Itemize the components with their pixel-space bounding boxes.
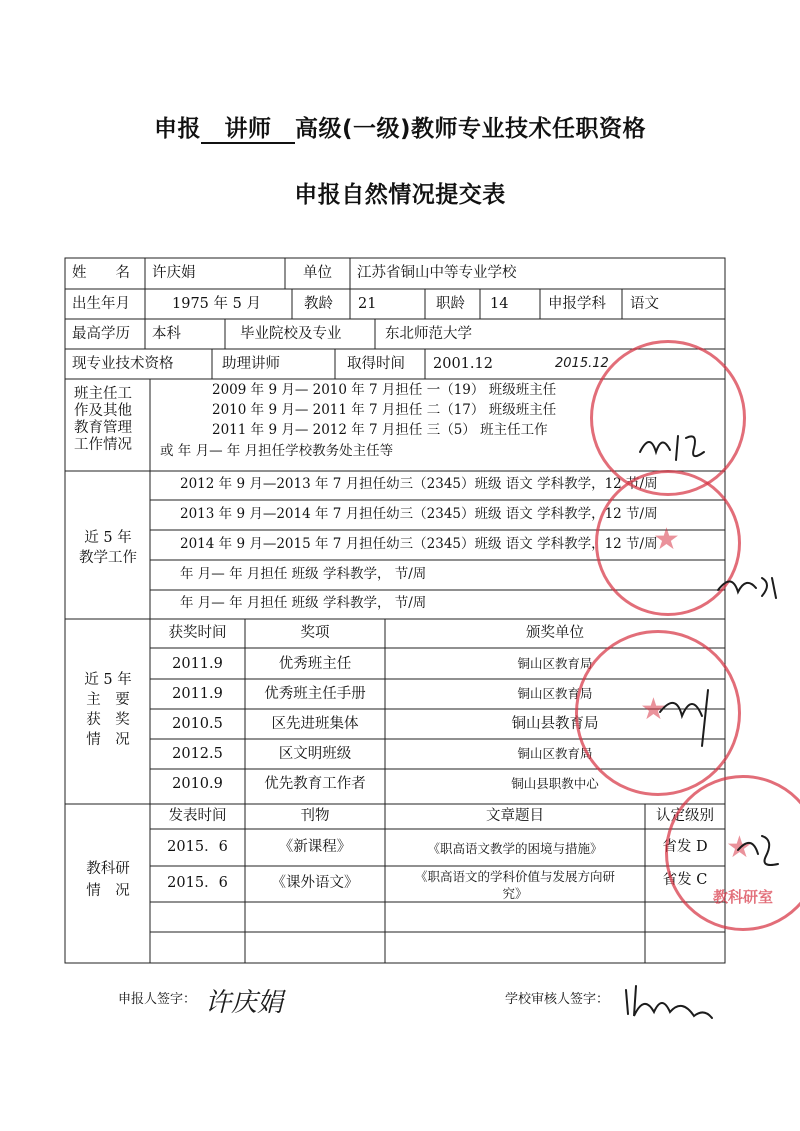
unit-value: 江苏省铜山中等专业学校 (357, 265, 517, 281)
head-teacher-label: 班主任工 作及其他 教育管理 工作情况 (74, 386, 132, 453)
form-title-line2: 申报自然情况提交表 (294, 182, 506, 208)
title-fill-blank: 讲师 (201, 117, 295, 144)
applicant-signature: 许庆娟 (205, 988, 284, 1018)
subject-value: 语文 (630, 296, 659, 312)
job-age-value: 14 (490, 296, 509, 312)
award-name: 优秀班主任手册 (264, 686, 366, 702)
research-label: 教科研 情 况 (86, 861, 130, 899)
head-teacher-line: 或 年 月— 年 月担任学校教务处主任等 (160, 443, 394, 459)
form-title-line1: 申报 讲师 高级(一级)教师专业技术任职资格 (0, 110, 800, 144)
seal-star-icon: ★ (653, 522, 680, 557)
qualification-label: 现专业技术资格 (72, 356, 174, 372)
award-name: 优秀班主任 (278, 656, 352, 672)
teaching-label: 近 5 年 教学工作 (79, 530, 137, 566)
award-name: 区文明班级 (278, 746, 352, 762)
research-level: 省发 C (662, 872, 708, 888)
reviewer-signature-label: 学校审核人签字： (505, 992, 610, 1007)
name-label: 姓 名 (72, 265, 130, 281)
teach-age-value: 21 (358, 296, 377, 312)
seal-star-icon: ★ (640, 692, 667, 727)
research-title: 《职高语文教学的困境与措施》 (427, 841, 603, 856)
head-teacher-line: 2009 年 9 月— 2010 年 7 月担任 一（19） 班级班主任 (212, 382, 557, 398)
qualification-value: 助理讲师 (222, 356, 280, 372)
school-value: 东北师范大学 (385, 326, 472, 342)
birth-label: 出生年月 (72, 296, 130, 312)
award-name: 优先教育工作者 (264, 776, 366, 792)
qualification-time-value: 2001.12 (433, 356, 493, 372)
award-org: 铜山区教育局 (517, 656, 593, 671)
award-time: 2010.9 (172, 776, 223, 792)
seal-star-icon: ★ (726, 830, 753, 865)
qualification-handwritten-note: 2015.12 (555, 356, 609, 371)
award-org: 铜山县教育局 (511, 716, 599, 732)
award-org: 铜山区教育局 (517, 686, 593, 701)
award-org: 铜山区教育局 (517, 746, 593, 761)
teaching-row: 2013 年 9 月—2014 年 7 月担任幼三（2345）班级 语文 学科教学，12 节/周 (180, 506, 658, 522)
school-label: 毕业院校及专业 (240, 326, 342, 342)
research-header-time: 发表时间 (168, 808, 227, 824)
research-level: 省发 D (662, 839, 708, 855)
award-time: 2011.9 (172, 686, 223, 702)
research-header-title: 文章题目 (486, 808, 544, 824)
teaching-row: 年 月— 年 月担任 班级 学科教学， 节/周 (180, 595, 427, 611)
award-time: 2010.5 (172, 716, 223, 732)
awards-header-name: 奖项 (300, 625, 330, 641)
award-time: 2012.5 (172, 746, 223, 762)
head-teacher-line: 2010 年 9 月— 2011 年 7 月担任 二（17） 班级班主任 (212, 402, 557, 418)
edu-label: 最高学历 (72, 326, 130, 342)
unit-label: 单位 (303, 265, 332, 281)
award-time: 2011.9 (172, 656, 223, 672)
head-teacher-line: 2011 年 9 月— 2012 年 7 月担任 三（5） 班主任工作 (212, 422, 548, 438)
job-age-label: 职龄 (436, 296, 465, 312)
research-header-journal: 刊物 (300, 808, 330, 824)
research-header-level: 认定级别 (656, 808, 714, 824)
birth-value: 1975 年 5 月 (172, 296, 261, 312)
subject-label: 申报学科 (548, 296, 606, 312)
research-title: 《职高语文的学科价值与发展方向研 究》 (414, 869, 615, 901)
teaching-row: 2012 年 9 月—2013 年 7 月担任幼三（2345）班级 语文 学科教学，12 节/周 (180, 476, 658, 492)
teaching-row: 年 月— 年 月担任 班级 学科教学， 节/周 (180, 566, 427, 582)
awards-header-org: 颁奖单位 (526, 625, 584, 641)
awards-header-time: 获奖时间 (168, 625, 227, 641)
teaching-row: 2014 年 9 月—2015 年 7 月担任幼三（2345）班级 语文 学科教学，12 节/周 (180, 536, 658, 552)
award-name: 区先进班集体 (271, 716, 359, 732)
award-org: 铜山县职教中心 (511, 776, 599, 791)
name-value: 许庆娟 (152, 265, 196, 281)
qualification-time-label: 取得时间 (347, 356, 405, 372)
teach-age-label: 教龄 (304, 296, 333, 312)
research-journal: 《课外语文》 (271, 875, 359, 891)
research-journal: 《新课程》 (278, 839, 352, 855)
research-office-seal-stamp: ★ 教科研室 (665, 775, 800, 931)
research-time: 2015．6 (167, 839, 228, 855)
edu-value: 本科 (152, 326, 181, 342)
awards-label: 近 5 年 主 要 获 奖 情 况 (84, 672, 132, 748)
research-time: 2015．6 (167, 875, 228, 891)
applicant-signature-label: 申报人签字： (118, 992, 197, 1007)
